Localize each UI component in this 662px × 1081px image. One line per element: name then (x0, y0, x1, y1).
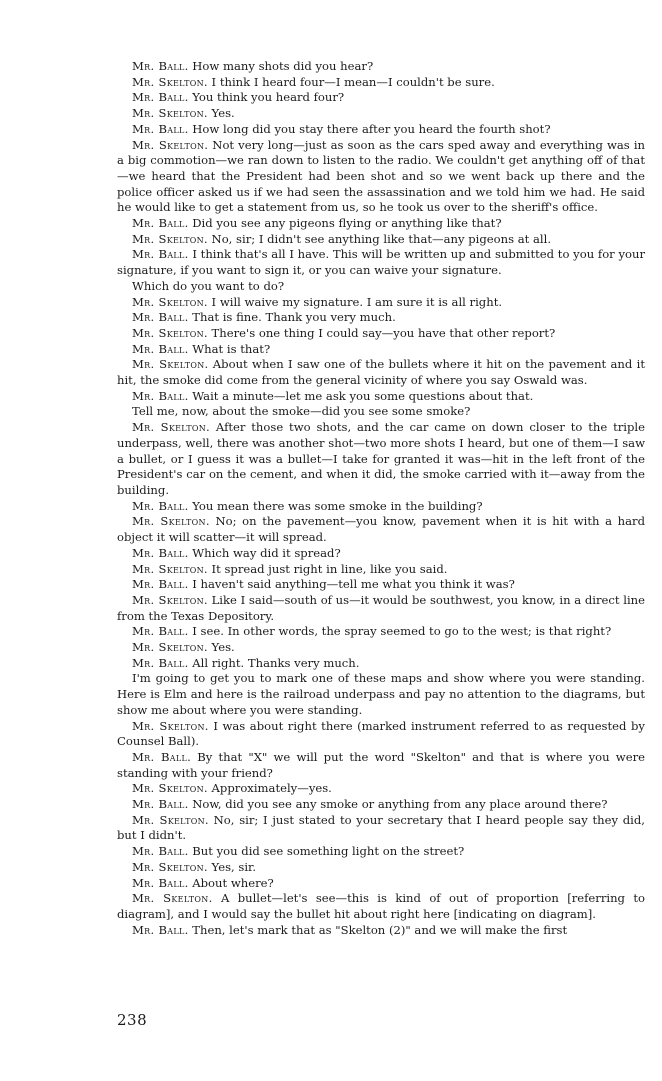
utterance-text: Yes. (207, 106, 235, 121)
utterance-text: Then, let's mark that as "Skelton (2)" and we will make the first (188, 922, 568, 937)
utterance-text: Wait a minute—let me ask you some questions about that. (188, 388, 534, 403)
utterance-text: You mean there was some smoke in the building? (188, 498, 483, 513)
utterance-text: I haven't said anything—tell me what you think it was? (188, 577, 515, 592)
page-number: 238 (117, 1011, 148, 1029)
testimony-paragraph (117, 656, 645, 672)
utterance-text: That is fine. Thank you very much. (188, 310, 396, 325)
utterance-text: No, sir; I didn't see anything like that—any pigeons at all. (207, 231, 552, 246)
speaker-name: Mr. Ball. (132, 90, 189, 105)
testimony-paragraph (117, 389, 645, 405)
speaker-name: Mr. Skelton. (132, 561, 208, 576)
speaker-name: Mr. Ball. (132, 247, 189, 262)
utterance-text: How long did you stay there after you heard the fourth shot? (188, 121, 551, 136)
utterance-text: Which way did it spread? (188, 545, 341, 560)
testimony-paragraph (117, 844, 645, 860)
utterance-text: Yes, sir. (207, 859, 256, 874)
testimony-paragraph (117, 420, 645, 499)
testimony-paragraph (117, 514, 645, 545)
utterance-text: Like I said—south of us—it would be southwest, you know, in a direct line from the Texas Depository. (117, 592, 645, 623)
utterance-text: About where? (188, 875, 274, 890)
utterance-text: You think you heard four? (188, 90, 345, 105)
utterance-text: A bullet—let's see—this is kind of out of proportion [referring to diagram], and I would say the bullet hit about right here [indicating on diagram]. (117, 891, 645, 921)
testimony-paragraph (117, 593, 645, 624)
utterance-text: How many shots did you hear? (188, 59, 374, 73)
utterance-text: All right. Thanks very much. (188, 655, 360, 670)
speaker-name: Mr. Ball. (132, 216, 189, 231)
testimony-paragraph (117, 624, 645, 640)
speaker-name: Mr. Skelton. (132, 294, 208, 309)
utterance-text: After those two shots, and the car came on down closer to the triple underpass, well, there was another shot—two more shots I heard, but one of them—I saw a bullet, or I guess it was a bullet—I take for granted it was—hit in the left front of the President's car on the cement, and when it did, the smoke carried with it—away from the building. (117, 420, 645, 497)
speaker-name: Mr. Skelton. (132, 781, 208, 796)
testimony-paragraph (117, 562, 645, 578)
speaker-name: Mr. Ball. (132, 310, 189, 325)
utterance-text: I will waive my signature. I am sure it is all right. (207, 294, 503, 309)
speaker-name: Mr. Ball. (132, 59, 189, 73)
speaker-name: Mr. Ball. (132, 797, 189, 812)
speaker-name: Mr. Skelton. (132, 514, 210, 529)
speaker-name: Mr. Ball. (132, 749, 192, 764)
utterance-text: I think that's all I have. This will be written up and submitted to you for your signature, if you want to sign it, or you can waive your signature. (117, 247, 645, 278)
testimony-paragraph (117, 75, 645, 91)
utterance-text: Approximately—yes. (207, 781, 332, 796)
utterance-text: What is that? (188, 341, 271, 356)
testimony-paragraph (117, 546, 645, 562)
speaker-name: Mr. Ball. (132, 577, 189, 592)
speaker-name: Mr. Ball. (132, 388, 189, 403)
utterance-text: Tell me, now, about the smoke—did you see some smoke? (132, 404, 471, 419)
speaker-name: Mr. Ball. (132, 655, 189, 670)
testimony-paragraph (117, 295, 645, 311)
testimony-paragraph (117, 860, 645, 876)
testimony-paragraph (117, 719, 645, 750)
speaker-name: Mr. Ball. (132, 624, 189, 639)
utterance-text: I think I heard four—I mean—I couldn't be sure. (207, 74, 495, 89)
testimony-paragraph (117, 499, 645, 515)
speaker-name: Mr. Skelton. (132, 325, 208, 340)
speaker-name: Mr. Ball. (132, 844, 189, 859)
speaker-name: Mr. Ball. (132, 498, 189, 513)
utterance-text: By that "X" we will put the word "Skelton" and that is where you were standing with your friend? (117, 749, 645, 780)
utterance-text: No, sir; I just stated to your secretary that I heard people say they did, but I didn't. (117, 812, 645, 843)
utterance-text: Did you see any pigeons flying or anything like that? (188, 216, 502, 231)
utterance-text: It spread just right in line, like you said. (207, 561, 448, 576)
utterance-text: I see. In other words, the spray seemed to go to the west; is that right? (188, 624, 612, 639)
utterance-text: I'm going to get you to mark one of these maps and show where you were standing. Here is Elm and here is the railroad underpass and pay no attention to the diagrams, but show me about where you were standing. (117, 671, 645, 717)
testimony-paragraph (117, 279, 645, 295)
testimony-paragraph (117, 232, 645, 248)
utterance-text: There's one thing I could say—you have that other report? (207, 325, 556, 340)
speaker-name: Mr. Ball. (132, 875, 189, 890)
utterance-text: But you did see something light on the street? (188, 844, 465, 859)
testimony-paragraph (117, 781, 645, 797)
speaker-name: Mr. Skelton. (132, 640, 208, 655)
speaker-name: Mr. Skelton. (132, 231, 208, 246)
speaker-name: Mr. Skelton. (132, 859, 208, 874)
testimony-paragraph (117, 247, 645, 278)
speaker-name: Mr. Skelton. (132, 106, 208, 121)
testimony-paragraph (117, 750, 645, 781)
utterance-text: No; on the pavement—you know, pavement when it is hit with a hard object it will scatter—it will spread. (117, 514, 645, 545)
testimony-paragraph (117, 577, 645, 593)
speaker-name: Mr. Skelton. (132, 812, 209, 827)
speaker-name: Mr. Skelton. (132, 357, 209, 372)
testimony-paragraph (117, 404, 645, 420)
speaker-name: Mr. Ball. (132, 121, 189, 136)
utterance-text: I was about right there (marked instrument referred to as requested by Counsel Ball). (117, 718, 645, 749)
testimony-paragraph (117, 122, 645, 138)
speaker-name: Mr. Skelton. (132, 718, 209, 733)
testimony-paragraph (117, 216, 645, 232)
speaker-name: Mr. Skelton. (132, 592, 208, 607)
speaker-name: Mr. Ball. (132, 922, 189, 937)
testimony-paragraph (117, 138, 645, 217)
testimony-paragraph (117, 671, 645, 718)
testimony-paragraph (117, 310, 645, 326)
speaker-name: Mr. Ball. (132, 545, 189, 560)
testimony-paragraph (117, 106, 645, 122)
testimony-paragraph (117, 797, 645, 813)
speaker-name: Mr. Ball. (132, 341, 189, 356)
utterance-text: Now, did you see any smoke or anything from any place around there? (188, 797, 608, 812)
testimony-paragraph (117, 326, 645, 342)
speaker-name: Mr. Skelton. (132, 891, 213, 906)
speaker-name: Mr. Skelton. (132, 137, 209, 152)
testimony-paragraph (117, 342, 645, 358)
testimony-paragraph (117, 876, 645, 892)
speaker-name: Mr. Skelton. (132, 74, 208, 89)
testimony-paragraph (117, 891, 645, 922)
testimony-body (117, 59, 645, 938)
utterance-text: Not very long—just as soon as the cars sped away and everything was in a big commotion—we ran down to listen to the radio. We couldn't get anything off of that—we heard that the President had been shot and so we went back up there and the police officer asked us if we had seen the assassination and we told him we had. He said he would like to get a statement from us, so he took us over to the sheriff's office. (117, 137, 645, 215)
testimony-paragraph (117, 923, 645, 939)
utterance-text: Which do you want to do? (132, 278, 285, 293)
testimony-paragraph (117, 640, 645, 656)
testimony-paragraph (117, 59, 645, 75)
testimony-paragraph (117, 813, 645, 844)
utterance-text: Yes. (207, 640, 235, 655)
speaker-name: Mr. Skelton. (132, 420, 211, 435)
utterance-text: About when I saw one of the bullets where it hit on the pavement and it hit, the smoke did come from the general vicinity of where you say Oswald was. (117, 357, 645, 388)
testimony-paragraph (117, 357, 645, 388)
testimony-paragraph (117, 90, 645, 106)
